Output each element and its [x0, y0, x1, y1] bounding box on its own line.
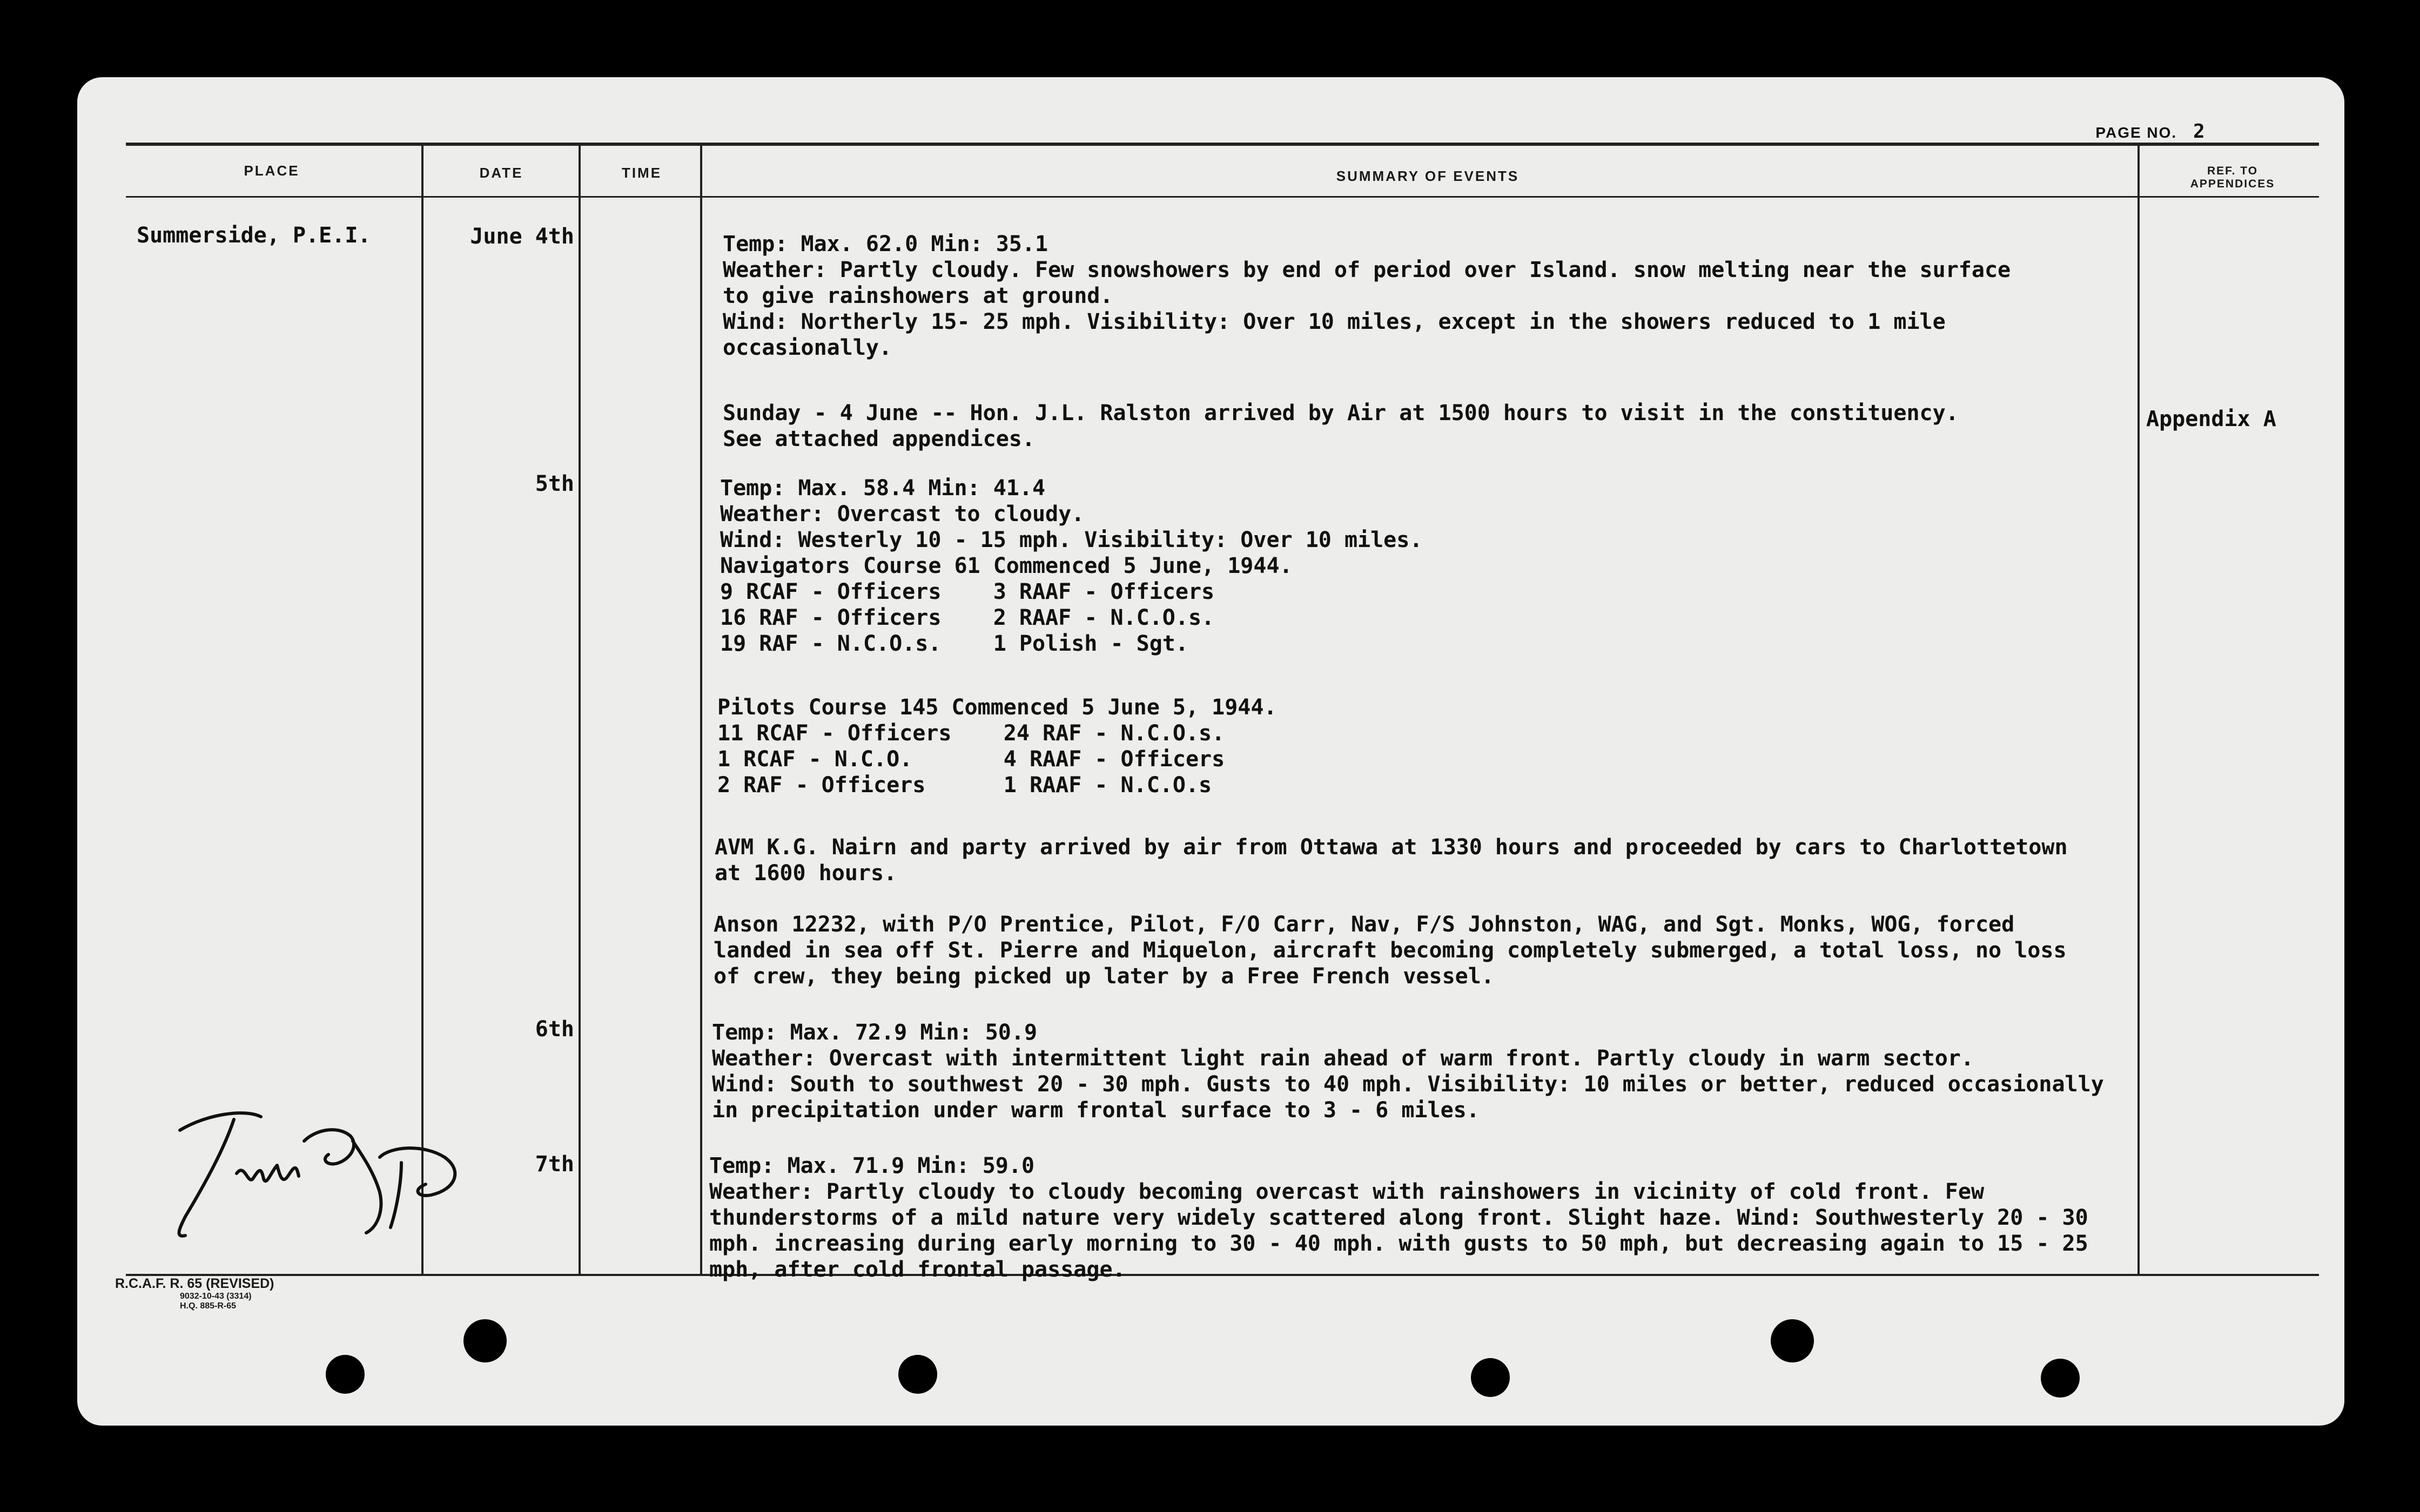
page-number-value: 2: [2182, 120, 2253, 144]
entry-june-5-anson: Anson 12232, with P/O Prentice, Pilot, F/O Carr, Nav, F/S Johnston, WAG, and Sgt. Monks, WOG, forced landed in sea off St. Pierre and Miquelon, aircraft becoming completely submerged, a total loss, no loss of crew, they being picked up later by a Free French vessel.: [714, 912, 2067, 989]
page-number-label: PAGE NO.: [2095, 124, 2177, 141]
header-time: TIME: [621, 165, 662, 181]
binder-hole: [463, 1319, 507, 1362]
date-5th: 5th: [535, 471, 574, 496]
form-print-code: 9032-10-43 (3314): [180, 1292, 252, 1301]
entry-june-5-weather: Temp: Max. 58.4 Min: 41.4 Weather: Overcast to cloudy. Wind: Westerly 10 - 15 mph. Visibility: Over 10 miles. Navigators Course 61 Commenced 5 June, 1944. 9 RCAF - Officers 3 RAAF - Officers 16 RAF - Officers 2 RAAF - N.C.O.s. 19 RAF - N.C.O.s. 1 Polish - Sgt.: [720, 476, 1423, 656]
header-rule: [126, 196, 2319, 198]
page-number: [2095, 120, 2253, 144]
binder-hole: [1471, 1358, 1510, 1397]
form-hq-code: H.Q. 885-R-65: [180, 1301, 237, 1311]
diary-sheet: [77, 77, 2344, 1426]
binder-hole: [898, 1355, 937, 1394]
top-rule: [126, 143, 2319, 146]
entry-june-6-weather: Temp: Max. 72.9 Min: 50.9 Weather: Overcast with intermittent light rain ahead of warm front. Partly cloudy in warm sector. Wind: South to southwest 20 - 30 mph. Gusts to 40 mph. Visibility: 10 miles or better, reduced occasionally in precipitation under warm frontal surface to 3 - 6 miles.: [712, 1020, 2104, 1123]
time-summary-divider: [700, 143, 702, 1275]
binder-hole: [326, 1355, 365, 1394]
date-6th: 6th: [535, 1017, 574, 1042]
date-time-divider: [579, 143, 581, 1275]
date-7th: 7th: [535, 1152, 574, 1177]
entry-june-7-weather: Temp: Max. 71.9 Min: 59.0 Weather: Partly cloudy to cloudy becoming overcast with rainshowers in vicinity of cold front. Few thunderstorms of a mild nature very widely scattered along front. Slight haze. Wind: Southwesterly 20 - 30 mph. increasing during early morning to 30 - 40 mph. with gusts to 50 mph, but decreasing again to 15 - 25 mph, after cold frontal passage.: [709, 1153, 2088, 1282]
header-place: PLACE: [244, 163, 300, 179]
entry-june-5-nairn: AVM K.G. Nairn and party arrived by air from Ottawa at 1330 hours and proceeded by cars to Charlottetown at 1600 hours.: [715, 835, 2068, 886]
appendix-reference: Appendix A: [2146, 407, 2276, 431]
header-ref-line2: APPENDICES: [2190, 178, 2275, 190]
handwritten-signature: [99, 1049, 542, 1298]
header-summary: SUMMARY OF EVENTS: [1336, 168, 1520, 184]
header-ref: [2143, 165, 2322, 191]
summary-ref-divider: [2137, 143, 2140, 1275]
entry-june-4-ralston: Sunday - 4 June -- Hon. J.L. Ralston arrived by Air at 1500 hours to visit in the constituency. See attached appendices.: [723, 401, 1959, 451]
place-name: Summerside, P.E.I.: [137, 223, 371, 248]
date-june-4: June 4th: [470, 224, 574, 249]
header-date: DATE: [479, 165, 523, 181]
entry-june-4-weather: Temp: Max. 62.0 Min: 35.1 Weather: Partly cloudy. Few snowshowers by end of period over Island. snow melting near the surface to give rainshowers at ground. Wind: Northerly 15- 25 mph. Visibility: Over 10 miles, except in the showers reduced to 1 mile occasionally.: [723, 232, 2011, 360]
binder-hole: [1771, 1319, 1814, 1362]
form-number: R.C.A.F. R. 65 (REVISED): [115, 1276, 274, 1291]
entry-june-5-pilots-course: Pilots Course 145 Commenced 5 June 5, 1944. 11 RCAF - Officers 24 RAF - N.C.O.s. 1 RCAF - N.C.O. 4 RAAF - Officers 2 RAF - Officers 1 RAAF - N.C.O.s: [717, 695, 1277, 798]
binder-hole: [2041, 1359, 2080, 1398]
form-identification: [115, 1276, 274, 1311]
header-ref-line1: REF. TO: [2207, 165, 2258, 177]
